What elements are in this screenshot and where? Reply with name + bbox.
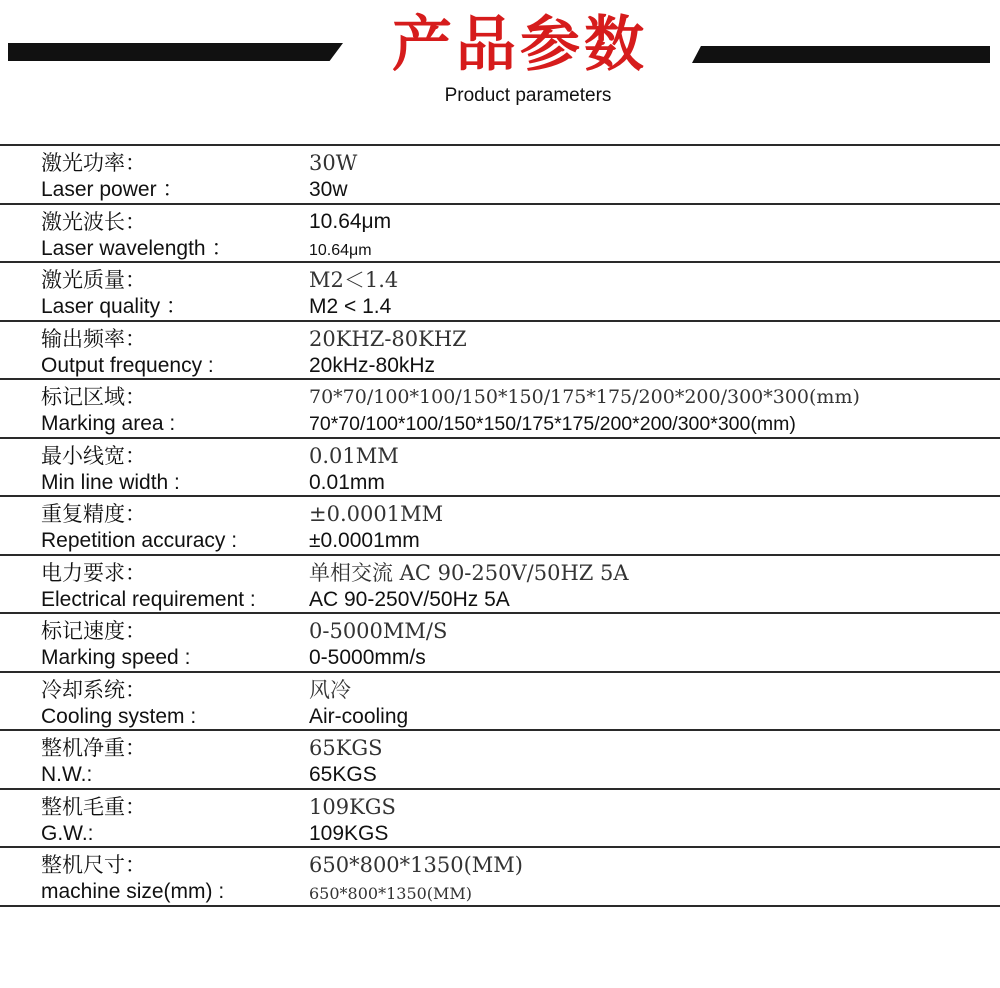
row-label-en: G.W.: bbox=[41, 821, 94, 845]
parameters-table bbox=[0, 144, 1000, 907]
row-label-en: Repetition accuracy : bbox=[41, 529, 238, 552]
row-value-primary: 30W bbox=[309, 151, 358, 175]
row-value-secondary: 30w bbox=[309, 178, 348, 201]
row-label-cn: 标记速度： bbox=[41, 619, 146, 643]
row-value-secondary: 650*800*1350(MM) bbox=[309, 884, 473, 903]
row-label-cn: 标记区域： bbox=[41, 385, 146, 409]
row-value-secondary: ±0.0001mm bbox=[309, 529, 420, 552]
table-row bbox=[0, 144, 1000, 203]
row-label-cn: 电力要求： bbox=[41, 560, 146, 585]
row-value-secondary: Air-cooling bbox=[309, 704, 409, 728]
row-value-secondary: 70*70/100*100/150*150/175*175/200*200/300*300(mm) bbox=[309, 413, 796, 435]
table-row bbox=[0, 612, 1000, 671]
row-label-en: Output frequency : bbox=[41, 353, 214, 377]
row-value-primary: 单相交流 AC 90-250V/50HZ 5A bbox=[309, 560, 629, 585]
row-value-primary: 109KGS bbox=[309, 794, 396, 819]
table-row bbox=[0, 846, 1000, 907]
decorative-bar-left bbox=[8, 43, 343, 61]
row-label-cn: 整机净重： bbox=[41, 736, 146, 760]
row-value-secondary: 0.01mm bbox=[309, 470, 385, 494]
decorative-bar-right bbox=[692, 46, 990, 63]
row-label-en: machine size(mm) : bbox=[41, 880, 225, 903]
row-label-cn: 激光波长： bbox=[41, 209, 146, 234]
row-value-primary: 20KHZ-80KHZ bbox=[309, 326, 467, 351]
row-label-en: Electrical requirement : bbox=[41, 587, 256, 611]
row-label-en: Marking speed : bbox=[41, 646, 191, 669]
row-label-en: Marking area : bbox=[41, 412, 176, 435]
row-label-cn: 输出频率： bbox=[41, 326, 146, 351]
row-label-en: Laser power ： bbox=[41, 178, 184, 201]
row-value-primary: 650*800*1350(MM) bbox=[309, 853, 523, 877]
row-value-secondary: AC 90-250V/50Hz 5A bbox=[309, 587, 510, 611]
row-value-primary: ±0.0001MM bbox=[309, 502, 444, 526]
table-row bbox=[0, 437, 1000, 496]
row-label-en: Cooling system : bbox=[41, 704, 197, 728]
row-label-en: Laser wavelength ： bbox=[41, 236, 233, 260]
page-title-en: Product parameters bbox=[444, 85, 612, 106]
table-row bbox=[0, 671, 1000, 730]
row-label-cn: 重复精度： bbox=[41, 502, 146, 526]
row-value-primary: 70*70/100*100/150*150/175*175/200*200/300*300(mm) bbox=[309, 386, 860, 408]
row-value-primary: 65KGS bbox=[309, 736, 383, 760]
row-value-secondary: M2 < 1.4 bbox=[309, 295, 392, 318]
row-value-secondary: 65KGS bbox=[309, 763, 377, 786]
page-header bbox=[0, 0, 1000, 140]
table-row bbox=[0, 378, 1000, 437]
row-label-en: N.W.: bbox=[41, 763, 93, 786]
row-value-secondary: 10.64μm bbox=[309, 241, 372, 259]
table-row bbox=[0, 554, 1000, 613]
row-value-secondary: 109KGS bbox=[309, 821, 389, 845]
table-row bbox=[0, 261, 1000, 320]
row-label-en: Laser quality ： bbox=[41, 295, 187, 318]
page-title-cn: 产品参数 bbox=[392, 10, 648, 80]
row-value-primary: 0-5000MM/S bbox=[309, 619, 448, 643]
row-label-cn: 整机毛重： bbox=[41, 794, 146, 819]
row-value-primary: 0.01MM bbox=[309, 443, 399, 468]
row-label-cn: 激光质量： bbox=[41, 268, 146, 292]
row-value-secondary: 0-5000mm/s bbox=[309, 646, 426, 669]
table-row bbox=[0, 203, 1000, 262]
table-row bbox=[0, 729, 1000, 788]
row-label-cn: 最小线宽： bbox=[41, 443, 146, 468]
row-value-secondary: 20kHz-80kHz bbox=[309, 353, 436, 377]
row-value-primary: M2＜1.4 bbox=[309, 268, 399, 292]
row-label-cn: 激光功率： bbox=[41, 151, 146, 175]
row-value-primary: 风冷 bbox=[309, 677, 351, 702]
table-row bbox=[0, 495, 1000, 554]
table-row bbox=[0, 788, 1000, 847]
row-label-en: Min line width : bbox=[41, 470, 180, 494]
row-label-cn: 冷却系统： bbox=[41, 677, 146, 702]
row-label-cn: 整机尺寸： bbox=[41, 853, 146, 877]
table-row bbox=[0, 320, 1000, 379]
row-value-primary: 10.64μm bbox=[309, 209, 392, 233]
